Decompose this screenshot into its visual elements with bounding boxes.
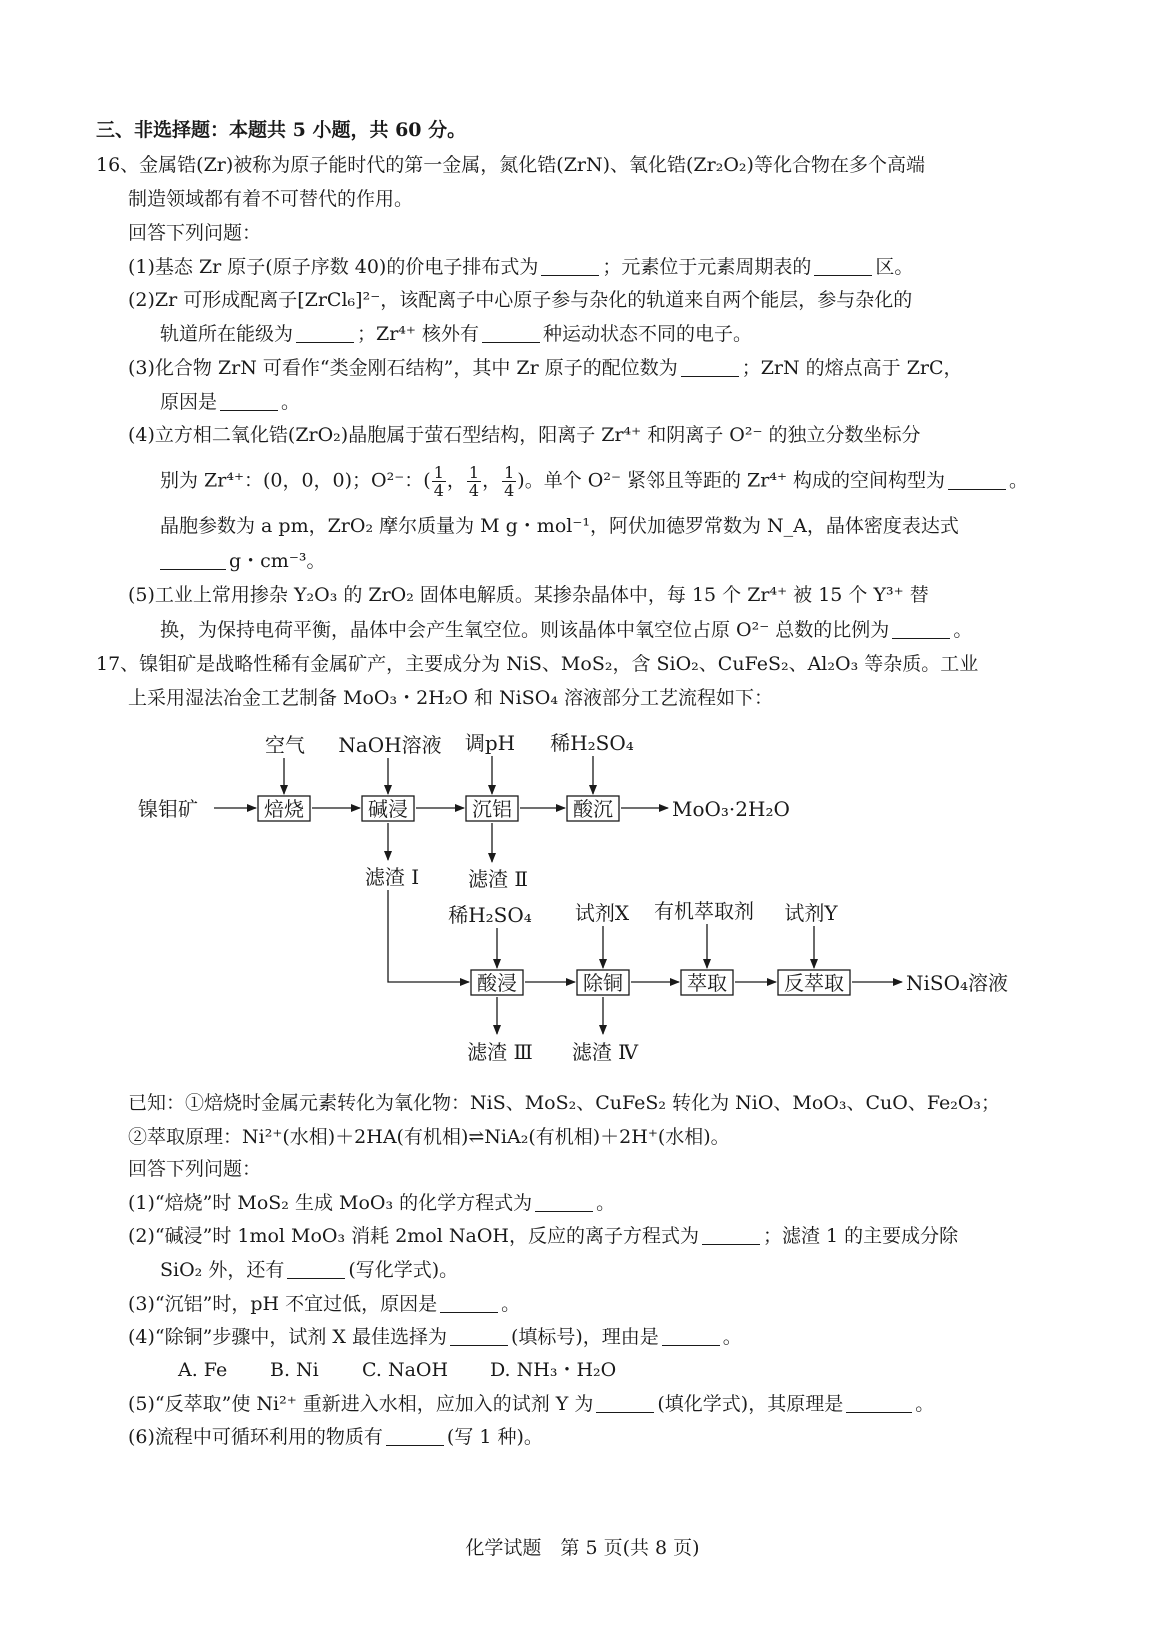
option-a[interactable]: A. Fe	[178, 1359, 228, 1381]
answer-blank[interactable]	[681, 358, 739, 377]
answer-blank[interactable]	[892, 620, 950, 639]
residue-1: 滤渣 Ⅰ	[364, 865, 420, 889]
answer-blank[interactable]	[535, 1193, 593, 1212]
q16-p4-text-c: 。	[1009, 469, 1029, 492]
q16-p3-text-d: 。	[281, 391, 301, 413]
answer-blank[interactable]	[846, 1394, 912, 1413]
q17-p4-text-b: (填标号)，理由是	[510, 1326, 659, 1348]
fraction	[432, 464, 446, 499]
q16-p2-text-a: 轨道所在能级为	[160, 323, 294, 345]
q16-stem-line2: 制造领域都有着不可替代的作用。	[128, 188, 414, 210]
input-dilute-h2so4-2: 稀H₂SO₄	[448, 903, 532, 927]
answer-blank[interactable]	[386, 1427, 444, 1446]
q16-p3-text-a: (3)化合物 ZrN 可看作“类金刚石结构”，其中 Zr 原子的配位数为	[128, 357, 678, 379]
answer-blank[interactable]	[450, 1327, 508, 1346]
answer-blank[interactable]	[814, 257, 872, 276]
q17-p3-text-b: 。	[501, 1293, 521, 1315]
q16-p2-text-b: ；Zr⁴⁺ 核外有	[357, 323, 479, 345]
q16-p1-text-a: (1)基态 Zr 原子(原子序数 40)的价电子排布式为	[128, 256, 539, 278]
box-acid-leach-label: 酸浸	[477, 971, 517, 995]
q17-p4-text-c: 。	[722, 1326, 742, 1348]
q17-p3-text-a: (3)“沉铝”时，pH 不宜过低，原因是	[128, 1293, 438, 1315]
residue-2: 滤渣 Ⅱ	[468, 867, 528, 891]
q16-stem-line1: 16、金属锆(Zr)被称为原子能时代的第一金属，氮化锆(ZrN)、氧化锆(Zr₂O₂)等化合物在多个高端	[96, 154, 925, 176]
section-header: 三、非选择题：本题共 5 小题，共 60 分。	[96, 119, 467, 141]
box-extract-label: 萃取	[687, 971, 727, 995]
q17-p1-text-b: 。	[596, 1192, 616, 1214]
q17-p2-text-c: SiO₂ 外，还有	[160, 1259, 285, 1281]
answer-blank[interactable]	[296, 324, 354, 343]
answer-blank[interactable]	[287, 1260, 345, 1279]
q16-part4-line4	[160, 549, 325, 573]
fraction-denominator: 4	[504, 481, 515, 500]
q17-p5-text-a: (5)“反萃取”使 Ni²⁺ 重新进入水相，应加入的试剂 Y 为	[128, 1393, 594, 1415]
q17-stem-line2: 上采用湿法冶金工艺制备 MoO₃・2H₂O 和 NiSO₄ 溶液部分工艺流程如下：	[128, 687, 774, 709]
q16-p1-text-c: 区。	[875, 256, 914, 278]
answer-blank[interactable]	[596, 1394, 654, 1413]
fraction-numerator: 1	[433, 463, 444, 482]
q17-known-line2: ②萃取原理：Ni²⁺(水相)＋2HA(有机相)⇌NiA₂(有机相)＋2H⁺(水相)。	[128, 1126, 730, 1148]
fraction-denominator: 4	[468, 481, 480, 500]
residue-3: 滤渣 Ⅲ	[467, 1040, 533, 1064]
fraction-numerator: 1	[504, 463, 515, 482]
box-remove-cu-label: 除铜	[583, 971, 623, 995]
start-material: 镍钼矿	[138, 797, 198, 821]
answer-blank[interactable]	[482, 324, 540, 343]
q17-p6-text-b: (写 1 种)。	[446, 1426, 543, 1448]
box-acid-precip-label: 酸沉	[573, 797, 613, 821]
option-b[interactable]: B. Ni	[270, 1359, 319, 1381]
input-reagent-y: 试剂Y	[784, 901, 838, 925]
input-organic-extractant: 有机萃取剂	[654, 899, 754, 923]
q17-part2-line2	[160, 1258, 458, 1282]
q17-p2-text-b: ；滤渣 1 的主要成分除	[762, 1225, 959, 1247]
q17-part4	[128, 1325, 742, 1349]
q17-prompt: 回答下列问题：	[128, 1158, 262, 1180]
q16-part5-line2	[160, 618, 972, 642]
page-footer: 化学试题 第 5 页(共 8 页)	[465, 1537, 700, 1559]
q16-part3-line2	[160, 390, 300, 414]
answer-blank[interactable]	[702, 1226, 760, 1245]
q16-p4-text-a: 别为 Zr⁴⁺：(0，0，0)；O²⁻：(	[160, 469, 431, 492]
q17-part5	[128, 1392, 934, 1416]
box-alkali-leach-label: 碱浸	[368, 797, 408, 821]
q16-p5-text-b: 。	[953, 619, 973, 641]
input-adjust-ph: 调pH	[464, 731, 516, 755]
q16-part4-line3: 晶胞参数为 a pm，ZrO₂ 摩尔质量为 M g・mol⁻¹，阿伏加德罗常数为 N_A，晶体密度表达式	[160, 515, 959, 537]
q17-p5-text-c: 。	[915, 1393, 935, 1415]
product-niso4: NiSO₄溶液	[906, 971, 1009, 995]
q16-p4-text-b: )。单个 O²⁻ 紧邻且等距的 Zr⁴⁺ 构成的空间构型为	[517, 469, 946, 492]
fraction	[502, 464, 516, 499]
q16-part2-line2	[160, 322, 752, 346]
q17-part2-line1	[128, 1224, 958, 1248]
q17-p6-text-a: (6)流程中可循环利用的物质有	[128, 1426, 383, 1448]
q16-part4-line1: (4)立方相二氧化锆(ZrO₂)晶胞属于萤石型结构，阳离子 Zr⁴⁺ 和阴离子 O²⁻ 的独立分数坐标分	[128, 424, 921, 446]
q16-p4-text-d: g・cm⁻³。	[229, 550, 326, 572]
process-flow-diagram	[130, 728, 1030, 1068]
input-air: 空气	[265, 733, 305, 757]
q17-part6	[128, 1425, 543, 1449]
q16-prompt: 回答下列问题：	[128, 222, 262, 244]
q17-p1-text-a: (1)“焙烧”时 MoS₂ 生成 MoO₃ 的化学方程式为	[128, 1192, 533, 1214]
answer-blank[interactable]	[440, 1294, 498, 1313]
q17-p5-text-b: (填化学式)，其原理是	[657, 1393, 844, 1415]
answer-blank[interactable]	[662, 1327, 720, 1346]
box-precip-al-label: 沉铝	[472, 797, 512, 821]
option-d[interactable]: D. NH₃・H₂O	[490, 1359, 617, 1381]
answer-blank[interactable]	[948, 471, 1006, 490]
product-moo3: MoO₃·2H₂O	[672, 797, 790, 821]
q17-stem-line1: 17、镍钼矿是战略性稀有金属矿产，主要成分为 NiS、MoS₂，含 SiO₂、CuFeS₂、Al₂O₃ 等杂质。工业	[96, 653, 979, 675]
input-dilute-h2so4: 稀H₂SO₄	[550, 731, 634, 755]
fraction-numerator: 1	[468, 463, 480, 482]
input-naoh: NaOH溶液	[338, 733, 442, 757]
fraction-denominator: 4	[433, 481, 444, 500]
q16-p3-text-b: ；ZrN 的熔点高于 ZrC，	[741, 357, 963, 379]
q16-part5-line1: (5)工业上常用掺杂 Y₂O₃ 的 ZrO₂ 固体电解质。某掺杂晶体中，每 15 个 Zr⁴⁺ 被 15 个 Y³⁺ 替	[128, 584, 929, 606]
box-roast-label: 焙烧	[264, 797, 304, 821]
q17-part4-options	[178, 1358, 650, 1382]
fraction	[467, 464, 481, 499]
q17-p4-text-a: (4)“除铜”步骤中，试剂 X 最佳选择为	[128, 1326, 447, 1348]
option-c[interactable]: C. NaOH	[362, 1359, 449, 1381]
q17-part3	[128, 1292, 520, 1316]
q16-p1-text-b: ；元素位于元素周期表的	[602, 256, 812, 278]
q16-p2-text-c: 种运动状态不同的电子。	[543, 323, 753, 345]
q17-p2-text-d: (写化学式)。	[348, 1259, 459, 1281]
fraction-separator: ，	[482, 469, 502, 492]
answer-blank[interactable]	[160, 551, 226, 570]
answer-blank[interactable]	[220, 392, 278, 411]
input-reagent-x: 试剂X	[574, 901, 630, 925]
q17-p2-text-a: (2)“碱浸”时 1mol MoO₃ 消耗 2mol NaOH，反应的离子方程式为	[128, 1225, 699, 1247]
answer-blank[interactable]	[541, 257, 599, 276]
q16-part4-line2	[160, 464, 1028, 499]
q17-known-line1: 已知：①焙烧时金属元素转化为氧化物：NiS、MoS₂、CuFeS₂ 转化为 NiO、MoO₃、CuO、Fe₂O₃；	[128, 1092, 1001, 1114]
residue-4: 滤渣 Ⅳ	[571, 1040, 639, 1064]
q16-part1	[128, 255, 913, 279]
q17-part1	[128, 1191, 615, 1215]
q16-part3-line1	[128, 356, 963, 380]
q16-part2-line1: (2)Zr 可形成配离子[ZrCl₆]²⁻，该配离子中心原子参与杂化的轨道来自两个能层，参与杂化的	[128, 289, 913, 311]
q16-p3-text-c: 原因是	[160, 391, 218, 413]
q16-p5-text-a: 换，为保持电荷平衡，晶体中会产生氧空位。则该晶体中氧空位占原 O²⁻ 总数的比例为	[160, 619, 890, 641]
box-back-extract-label: 反萃取	[784, 971, 844, 995]
fraction-separator: ，	[446, 469, 466, 492]
